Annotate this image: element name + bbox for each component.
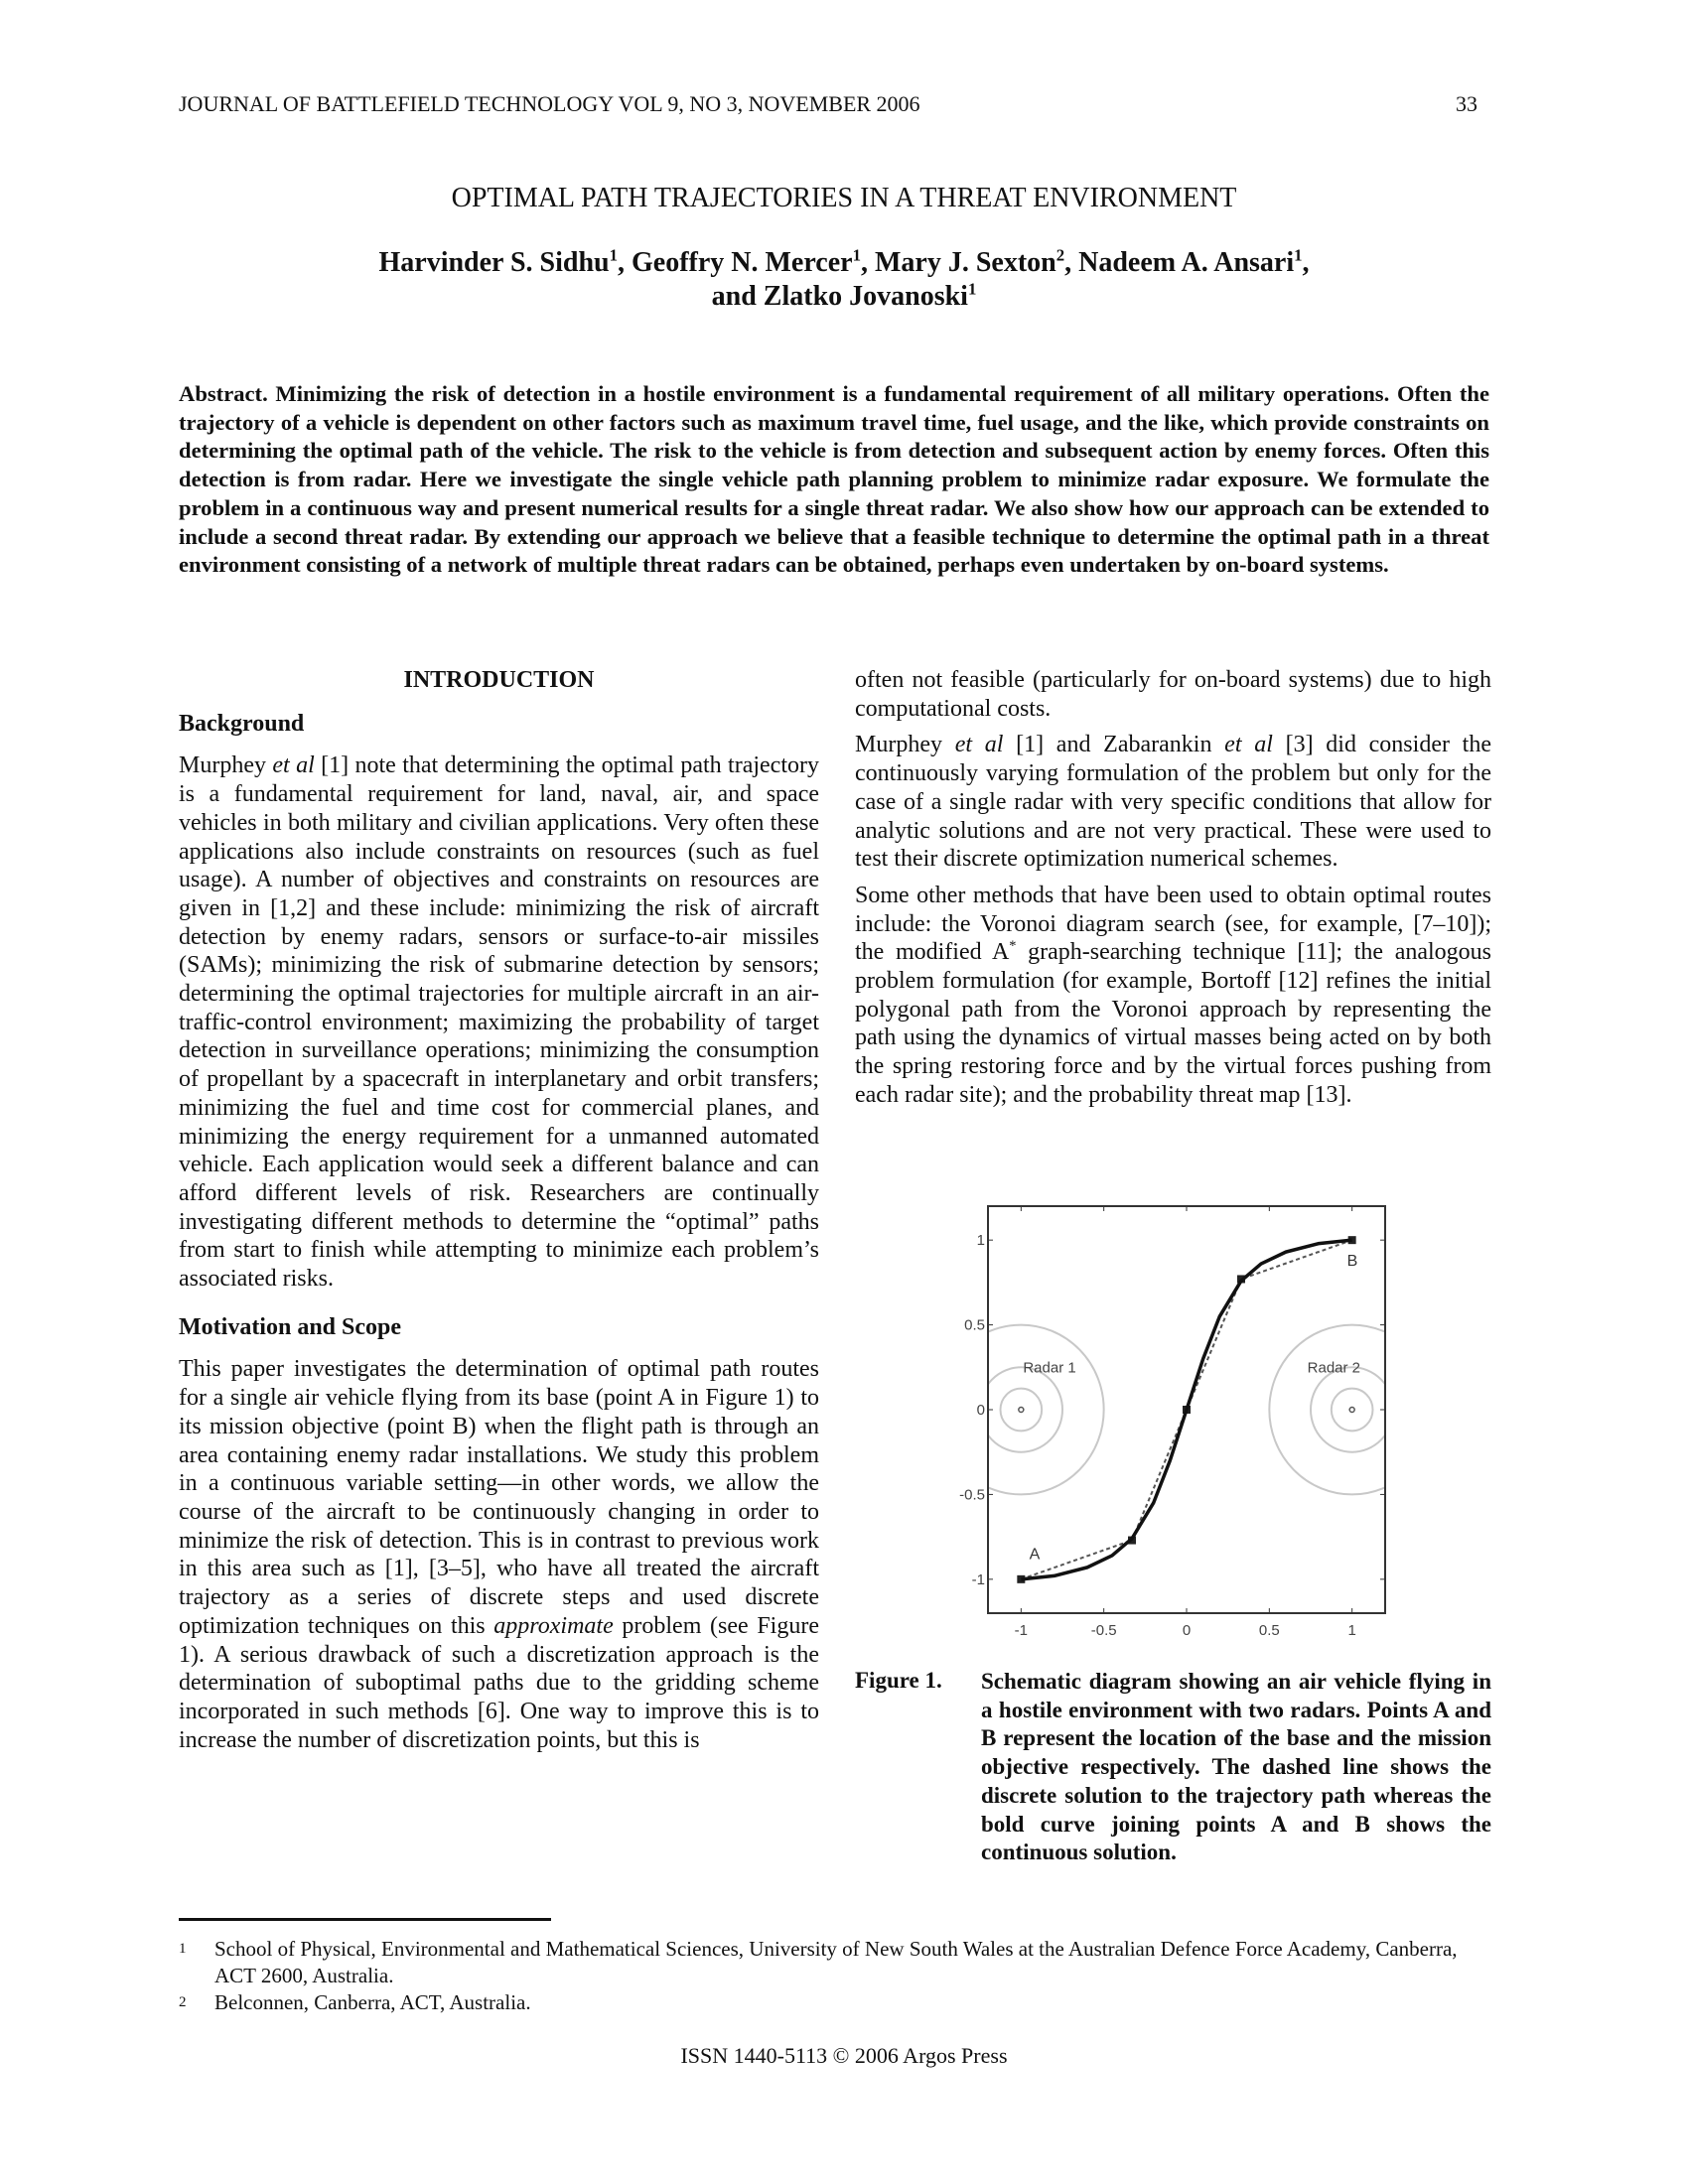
- text-run: Murphey: [179, 752, 273, 779]
- italic-text: et al: [954, 732, 1004, 758]
- footnote-number: 1: [179, 1941, 187, 1957]
- y-tick-label: 0.5: [964, 1316, 985, 1334]
- figure-label: Figure 1.: [855, 1668, 942, 1693]
- x-tick-label: 1: [1347, 1622, 1356, 1639]
- footnotes: [179, 1936, 1460, 2016]
- radar-label: Radar 1: [1023, 1359, 1076, 1377]
- text-run: [3] did consider the continuously varying formulation of the problem but only for the case of a single radar with very specific conditions that allow for analytic solutions and are not very practical. These were used to test their discrete optimization numerical schemes.: [855, 732, 1491, 873]
- author-name: and Zlatko Jovanoski: [711, 281, 968, 312]
- footnote: [179, 1936, 1460, 1989]
- affiliation-marker: 2: [1055, 245, 1065, 265]
- subsection-heading-motivation: Motivation and Scope: [179, 1313, 402, 1340]
- y-tick-label: 1: [976, 1232, 985, 1250]
- text-run: graph-searching technique [11]; the analogous problem formulation (for example, Bortoff [12] refines the initial polygonal path from the Voronoi approach by representing the path using the dynamics of virtual masses being acted on by both the spring restoring force and by the virtual forces pushing from each radar site); and the probability threat map [13].: [855, 939, 1492, 1108]
- author-name: Harvinder S. Sidhu: [378, 247, 610, 278]
- radar-range-ring: [1001, 1389, 1043, 1432]
- radar-label: Radar 2: [1307, 1359, 1361, 1377]
- affiliation-marker: 1: [967, 279, 977, 299]
- text-run: Some other methods that have been used to obtain optimal routes include: the Voronoi diagram search (see, for example, [7–10]); the modified A: [855, 882, 1491, 966]
- radar-range-ring: [1269, 1325, 1435, 1495]
- footnote: [179, 1989, 1460, 2016]
- x-tick-label: -0.5: [1090, 1622, 1117, 1639]
- footnote-text: School of Physical, Environmental and Mathematical Sciences, University of New South Wales at the Australian Defence Force Academy, Canberra, ACT 2600, Australia.: [214, 1937, 1458, 1987]
- footnote-text: Belconnen, Canberra, ACT, Australia.: [214, 1990, 531, 2014]
- radar-site-marker: [1019, 1408, 1024, 1413]
- x-tick-label: 0.5: [1258, 1622, 1280, 1639]
- text-run: [1] and Zabarankin: [1003, 732, 1225, 758]
- author-name: Geoffry N. Mercer: [632, 247, 853, 278]
- author-separator: ,: [618, 247, 632, 278]
- y-tick-label: -1: [971, 1570, 985, 1588]
- text-run: problem (see Figure 1). A serious drawback of such a discretization approach is the determination of suboptimal paths due to the gridding scheme incorporated in such methods [6]. One way to improve this is to increase the number of discretization points, but this is: [179, 1612, 819, 1753]
- text-run: This paper investigates the determination of optimal path routes for a single air vehicle flying from its base (point A in Figure 1) to its mission objective (point B) when the flight path is through an area containing enemy radar installations. We study this problem in a continuous variable setting—in other words, we allow the course of the aircraft to be continuously changing in order to minimize the risk of detection. This is in contrast to previous work in this area such as [1], [3–5], who have all treated the aircraft trajectory as a series of discrete steps and used discrete optimization techniques on this: [179, 1356, 819, 1639]
- figure-caption: Schematic diagram showing an air vehicle flying in a hostile environment with two radars. Points A and B represent the location of the base and the mission objective respectively. The dashed line shows the discrete solution to the trajectory path whereas the bold curve joining points A and B shows the continuous solution.: [981, 1669, 1491, 1865]
- footer-issn: ISSN 1440-5113 © 2006 Argos Press: [680, 2043, 1008, 2068]
- italic-text: et al: [272, 752, 315, 779]
- x-tick-label: -1: [1014, 1622, 1029, 1639]
- y-tick-label: -0.5: [959, 1486, 985, 1504]
- author-separator: ,: [860, 247, 875, 278]
- point-label-a: A: [1029, 1546, 1041, 1564]
- text-run: [1] note that determining the optimal path trajectory is a fundamental requirement for land, naval, air, and space vehicles in both military and civilian applications. Very often these applications also include constraints on resources (such as fuel usage). A number of objectives and constraints on resources are given in [1,2] and these include: minimizing the risk of aircraft detection by enemy radars, sensors or surface-to-air missiles (SAMs); minimizing the risk of submarine detection by sensors; determining the optimal trajectories for multiple aircraft in an air-traffic-control environment; maximizing the probability of target detection in surveillance operations; minimizing the consumption of propellant by a spacecraft in interplanetary and orbit transfers; minimizing the fuel and time cost for commercial planes, and minimizing the energy requirement for a unmanned automated vehicle. Each application would seek a different balance and can afford different levels of risk. Researchers are continually investigating different methods to determine the “optimal” paths from start to finish while attempting to minimize each problem’s associated risks.: [179, 752, 819, 1293]
- italic-text: et al: [1224, 732, 1273, 758]
- text-run: Murphey: [855, 732, 955, 758]
- x-tick-label: 0: [1182, 1622, 1192, 1639]
- affiliation-marker: 1: [1294, 245, 1303, 265]
- abstract: Abstract. Minimizing the risk of detection in a hostile environment is a fundamental requirement of all military operations. Often the trajectory of a vehicle is dependent on other factors such as maximum travel time, fuel usage, and the like, which provide constraints on determining the optimal path of the vehicle. The risk to the vehicle is from detection and subsequent action by enemy forces. Often this detection is from radar. Here we investigate the single vehicle path planning problem to minimize radar exposure. We formulate the problem in a continuous way and present numerical results for a single threat radar. We also show how our approach can be extended to include a second threat radar. By extending our approach we believe that a feasible technique to determine the optimal path in a threat environment consisting of a network of multiple threat radars can be obtained, perhaps even undertaken by on-board systems.: [179, 381, 1489, 578]
- author-separator: ,: [1064, 247, 1079, 278]
- footnote-number: 2: [179, 1994, 187, 2010]
- radar-range-ring: [1332, 1389, 1373, 1432]
- radar-site-marker: [1349, 1408, 1354, 1413]
- footnote-rule: [179, 1918, 551, 1921]
- affiliation-marker: 1: [852, 245, 861, 265]
- radar-range-ring: [938, 1325, 1104, 1495]
- author-name: Mary J. Sexton: [874, 247, 1056, 278]
- italic-text: approximate: [493, 1612, 614, 1639]
- point-label-b: B: [1346, 1252, 1358, 1270]
- text-run: often not feasible (particularly for on-board systems) due to high computational costs.: [855, 667, 1491, 722]
- author-separator: ,: [1302, 247, 1310, 278]
- running-header: JOURNAL OF BATTLEFIELD TECHNOLOGY VOL 9, NO 3, NOVEMBER 2006: [179, 91, 920, 116]
- affiliation-marker: 1: [609, 245, 618, 265]
- y-tick-label: 0: [976, 1402, 985, 1419]
- section-heading-introduction: INTRODUCTION: [403, 667, 595, 693]
- page-number: 33: [1456, 91, 1477, 116]
- continuous-path-curve: [1021, 1240, 1351, 1579]
- text-run: *: [1009, 938, 1017, 955]
- author-name: Nadeem A. Ansari: [1078, 247, 1295, 278]
- paper-title: OPTIMAL PATH TRAJECTORIES IN A THREAT ENVIRONMENT: [451, 183, 1237, 213]
- subsection-heading-background: Background: [179, 710, 305, 737]
